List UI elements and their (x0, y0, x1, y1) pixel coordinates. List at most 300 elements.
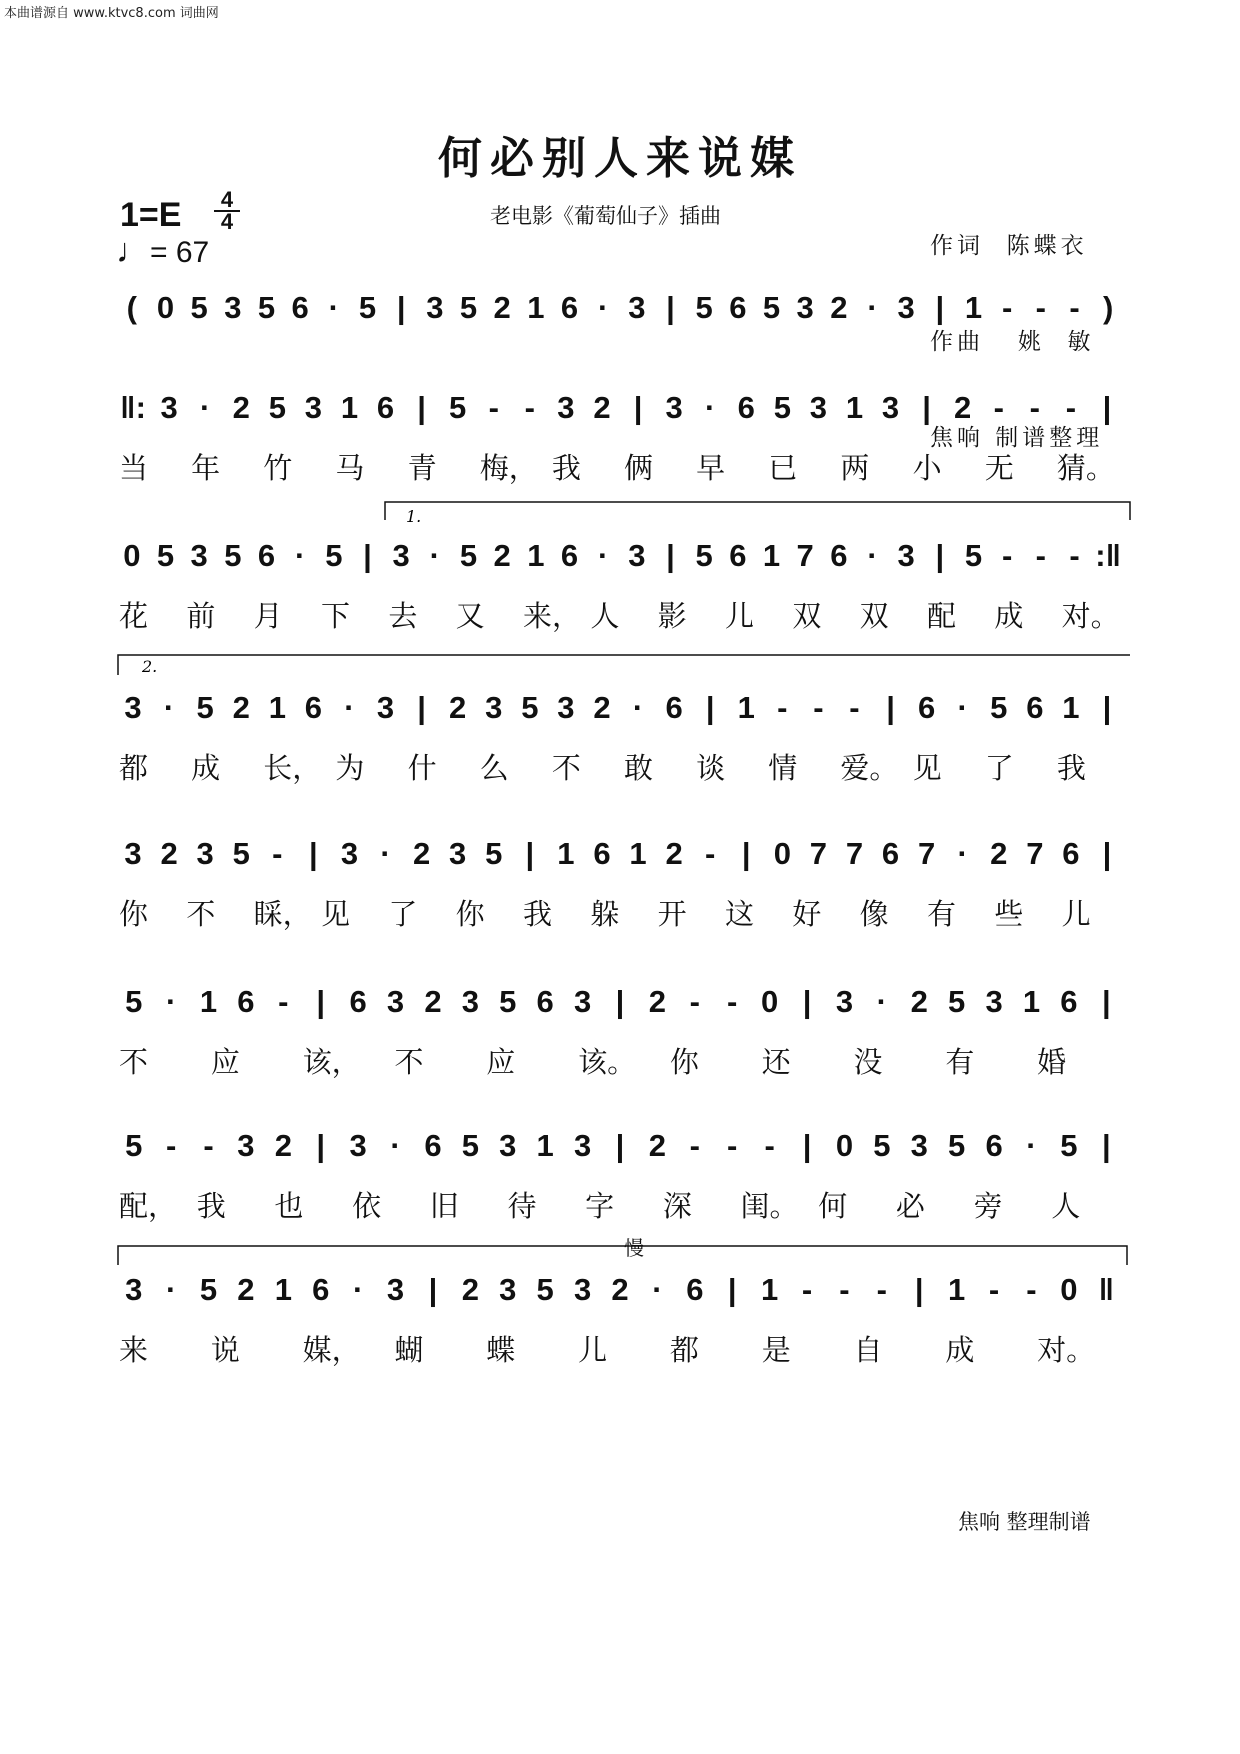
lyric-word: 说 (210, 1333, 240, 1367)
volta-2-label: 2. (142, 657, 158, 676)
note: 5 (190, 290, 208, 325)
composer-credit: 作曲 姚 敏 (930, 329, 1095, 355)
note: 5 (125, 1128, 143, 1163)
note: 3 (124, 690, 142, 725)
note: 7 (809, 836, 828, 871)
lyric-word: 双 (859, 599, 889, 633)
lyric-word: 梅， (479, 451, 538, 485)
lyric-word: 来， (523, 599, 582, 633)
note: 5 (695, 290, 713, 325)
note: - (813, 690, 824, 725)
lyric-word: 有 (927, 897, 957, 931)
lyric-word: 儿 (578, 1333, 608, 1367)
time-signature-bottom: 4 (220, 209, 234, 234)
lyric-word: 待 (507, 1189, 537, 1223)
lyric-word: 爱。 (840, 751, 899, 785)
lyric-word: 有 (945, 1045, 975, 1079)
note: 2 (990, 836, 1008, 871)
note: 1 (948, 1272, 966, 1307)
note: 3 (340, 836, 359, 871)
note: 6 (536, 984, 554, 1019)
lyric-word: 两 (840, 451, 870, 485)
barline: | (309, 836, 318, 871)
note: · (705, 390, 716, 425)
final-bracket (118, 1246, 1127, 1265)
note: 1 (268, 690, 286, 725)
note: 6 (291, 290, 309, 325)
lyric-word: 花 (119, 599, 149, 633)
note: 6 (312, 1272, 330, 1307)
note: 3 (304, 390, 323, 425)
lyric-word: 你 (669, 1045, 699, 1079)
barline: | (705, 690, 715, 725)
note: 6 (237, 984, 255, 1019)
lyric-word: 自 (853, 1333, 883, 1367)
note: - (849, 690, 860, 725)
note: 5 (499, 984, 517, 1019)
lyric-word: 见 (912, 751, 942, 785)
lyrics-line-7 (115, 1184, 1125, 1223)
time-signature (214, 187, 240, 234)
note: - (524, 390, 535, 425)
note: 5 (695, 538, 713, 573)
barline: | (615, 1128, 625, 1163)
lyric-word: 应 (210, 1045, 240, 1079)
lyric-word: 前 (186, 599, 216, 633)
note: 6 (881, 836, 900, 871)
note: - (203, 1128, 214, 1163)
lyric-word: 了 (388, 897, 418, 931)
note: 3 (557, 690, 575, 725)
note: 3 (881, 390, 900, 425)
note: - (1069, 290, 1080, 325)
note: 3 (386, 984, 405, 1019)
note: 3 (160, 390, 178, 425)
note: - (1035, 290, 1046, 325)
note: - (727, 984, 738, 1019)
barline: | (316, 984, 326, 1019)
note: - (272, 836, 283, 871)
lyric-word: 都 (669, 1333, 699, 1367)
note: 2 (160, 836, 178, 871)
note: 5 (196, 690, 214, 725)
note: 3 (897, 290, 915, 325)
barline: | (666, 290, 675, 325)
note: - (1069, 538, 1080, 573)
lyric-word: 谈 (696, 751, 726, 785)
lyric-word: 我 (196, 1189, 226, 1223)
lyric-word: 当 (119, 451, 149, 485)
note: 3 (499, 1128, 517, 1163)
lyric-word: 不 (394, 1045, 424, 1079)
note: 1 (527, 290, 545, 325)
barline: | (802, 1128, 812, 1163)
note: - (689, 1128, 700, 1163)
footer-credit: 焦响 整理制谱 (958, 1510, 1091, 1534)
note: · (957, 836, 968, 871)
lyric-word: 媒， (302, 1333, 361, 1367)
note: - (1001, 538, 1013, 573)
barline: | (727, 1272, 737, 1307)
note: 0 (761, 984, 779, 1019)
note: 5 (990, 690, 1008, 725)
lyric-word: 月 (253, 599, 283, 633)
note: 6 (424, 1128, 442, 1163)
lyric-word: 人 (1051, 1189, 1081, 1223)
barline: | (1101, 1128, 1111, 1163)
note: 6 (560, 538, 579, 573)
tempo-marking (116, 232, 209, 271)
note: 6 (349, 984, 367, 1019)
lyric-word: 不 (119, 1045, 149, 1079)
volta-1-bracket (385, 502, 1130, 520)
volta-2-bracket (118, 655, 1130, 675)
note: 3 (196, 836, 214, 871)
note: 1 (1022, 984, 1041, 1019)
note: - (993, 390, 1004, 425)
note: 2 (830, 290, 848, 325)
note: 2 (461, 1272, 479, 1307)
note: 5 (268, 390, 286, 425)
note: 5 (156, 538, 175, 573)
note: 2 (593, 690, 611, 725)
lyric-word: 我 (551, 451, 581, 485)
note: - (165, 1128, 177, 1163)
note: 1 (1062, 690, 1080, 725)
note: - (488, 390, 499, 425)
lyric-word: 猜。 (1056, 451, 1115, 485)
key-signature: 1=E (120, 196, 182, 234)
lyric-word: 蝴 (394, 1333, 424, 1367)
lyrics-line-2 (115, 446, 1125, 485)
lyric-word: 像 (859, 897, 889, 931)
lyric-word: 你 (455, 897, 485, 931)
lyric-word: 又 (455, 599, 485, 633)
lyric-word: 儿 (1061, 897, 1091, 931)
note: 5 (459, 290, 478, 325)
quarter-note-icon: ♩ (116, 232, 150, 270)
score-line-2 (115, 390, 1125, 430)
note: · (867, 290, 878, 325)
note: · (597, 290, 609, 325)
lyric-word: 小 (912, 451, 942, 485)
note: 2 (910, 984, 928, 1019)
lyric-word: 下 (321, 599, 351, 633)
note: 5 (224, 538, 242, 573)
note: 1 (557, 836, 575, 871)
score-line-6 (115, 984, 1125, 1024)
note: 7 (1026, 836, 1044, 871)
note: 3 (499, 1272, 517, 1307)
note: - (777, 690, 788, 725)
note: - (1035, 538, 1046, 573)
note: 3 (392, 538, 410, 573)
lyric-word: 儿 (725, 599, 755, 633)
note: 3 (835, 984, 854, 1019)
note: 3 (573, 984, 592, 1019)
note: 2 (232, 690, 250, 725)
lyric-word: 字 (585, 1189, 615, 1223)
note: - (689, 984, 700, 1019)
lyric-word: 无 (984, 451, 1014, 485)
note: 3 (461, 984, 479, 1019)
note: 5 (325, 538, 343, 573)
note: · (328, 290, 339, 325)
lyric-word: 俩 (624, 451, 654, 485)
note: 7 (796, 538, 814, 573)
note: 2 (593, 390, 611, 425)
note: 5 (257, 290, 276, 325)
lyrics-line-3 (115, 594, 1125, 633)
note: 6 (737, 390, 755, 425)
note: 3 (449, 836, 467, 871)
note: 2 (493, 290, 511, 325)
lyric-word: 这 (725, 897, 755, 931)
barline: | (935, 538, 945, 573)
note: 2 (611, 1272, 629, 1307)
note: 3 (985, 984, 1003, 1019)
note: 3 (349, 1128, 367, 1163)
note: 1 (536, 1128, 554, 1163)
lyric-word: 影 (657, 599, 687, 633)
lyrics-line-4 (115, 746, 1125, 785)
note: 5 (948, 1128, 966, 1163)
note: 5 (1060, 1128, 1078, 1163)
barline: | (886, 690, 895, 725)
note: 5 (232, 836, 250, 871)
lyric-word: 成 (994, 599, 1024, 633)
note: 1 (527, 538, 545, 573)
note: 0 (773, 836, 791, 871)
note: 5 (762, 290, 781, 325)
lyric-word: 青 (407, 451, 437, 485)
note: 6 (304, 690, 323, 725)
note: 5 (461, 1128, 479, 1163)
note: 2 (665, 836, 683, 871)
barline: | (316, 1128, 326, 1163)
barline: | (525, 836, 535, 871)
lyric-word: 我 (523, 897, 553, 931)
lyric-word: 成 (945, 1333, 975, 1367)
note: 1 (737, 690, 755, 725)
note: 2 (648, 984, 667, 1019)
note: 1 (762, 538, 781, 573)
lyrics-line-6 (115, 1040, 1125, 1079)
note: - (764, 1128, 775, 1163)
lyric-word: 早 (696, 451, 726, 485)
note: · (652, 1272, 663, 1307)
note: 2 (954, 390, 972, 425)
note: · (200, 390, 211, 425)
lyric-word: 你 (119, 897, 149, 931)
lyric-word: 对。 (1061, 599, 1120, 633)
barline: | (633, 390, 643, 425)
note: · (380, 836, 391, 871)
lyric-word: 躲 (590, 897, 620, 931)
arranger-credit: 焦响 制谱整理 (930, 425, 1104, 451)
note: - (705, 836, 716, 871)
note: 3 (125, 1272, 143, 1307)
note: 5 (948, 984, 966, 1019)
page-title: 何必别人来说媒 (438, 133, 802, 184)
note: 2 (237, 1272, 255, 1307)
note: · (632, 690, 644, 725)
note: 5 (199, 1272, 218, 1307)
lyric-word: 好 (792, 897, 822, 931)
note: 2 (424, 984, 442, 1019)
note: - (1029, 390, 1040, 425)
subtitle: 老电影《葡萄仙子》插曲 (490, 204, 721, 228)
lyric-word: 何 (818, 1189, 848, 1223)
tempo-mark-slow: 慢 (624, 1236, 644, 1260)
note: 5 (773, 390, 791, 425)
tempo-value: = 67 (150, 236, 210, 269)
note: - (839, 1272, 850, 1307)
lyric-word: 婚 (1037, 1045, 1067, 1079)
note: 5 (449, 390, 467, 425)
note: · (1026, 1128, 1037, 1163)
note: 5 (485, 836, 503, 871)
lyric-word: 情 (768, 751, 798, 785)
barline: | (802, 984, 812, 1019)
note: 1 (199, 984, 218, 1019)
barline: | (914, 1272, 924, 1307)
lyric-word: 些 (994, 897, 1024, 931)
lyric-word: 我 (1056, 751, 1086, 785)
note: · (294, 538, 306, 573)
lyric-word: 应 (486, 1045, 516, 1079)
note: - (1026, 1272, 1037, 1307)
barline: | (615, 984, 625, 1019)
note: - (876, 1272, 887, 1307)
note: 6 (1026, 690, 1044, 725)
note: · (597, 538, 609, 573)
barline: ‖ (1098, 1272, 1114, 1307)
note: 6 (593, 836, 611, 871)
note: · (163, 690, 175, 725)
lyric-word: 都 (119, 751, 149, 785)
lyrics-line-8 (115, 1328, 1125, 1367)
time-signature-top: 4 (214, 190, 240, 212)
note: ( (126, 290, 137, 325)
note: 3 (910, 1128, 928, 1163)
lyric-word: 不 (551, 751, 581, 785)
note: 5 (536, 1272, 554, 1307)
lyric-word: 旧 (429, 1189, 459, 1223)
note: 6 (257, 538, 276, 573)
score-line-7 (115, 1128, 1125, 1168)
barline: | (363, 538, 372, 573)
note: 2 (412, 836, 431, 871)
note: 2 (493, 538, 511, 573)
lyric-word: 长， (263, 751, 322, 785)
note: · (867, 538, 878, 573)
note: · (344, 690, 355, 725)
barline: | (1102, 690, 1112, 725)
note: 3 (237, 1128, 255, 1163)
note: 6 (560, 290, 579, 325)
note: 6 (1062, 836, 1080, 871)
note: 3 (557, 390, 575, 425)
lyric-word: 旁 (973, 1189, 1003, 1223)
lyric-word: 么 (479, 751, 509, 785)
note: 6 (830, 538, 848, 573)
note: 2 (274, 1128, 292, 1163)
barline: | (1102, 836, 1112, 871)
lyric-word: 该。 (578, 1045, 637, 1079)
note: 3 (485, 690, 503, 725)
note: · (165, 984, 177, 1019)
barline: | (935, 290, 945, 325)
lyricist-credit: 作词 陈蝶衣 (930, 233, 1088, 259)
note: 3 (376, 690, 395, 725)
note: 6 (985, 1128, 1003, 1163)
barline: | (666, 538, 675, 573)
note: · (165, 1272, 177, 1307)
barline: | (417, 390, 426, 425)
note: 3 (224, 290, 242, 325)
lyric-word: 不 (186, 897, 216, 931)
lyric-word: 竹 (263, 451, 293, 485)
lyric-word: 闺。 (740, 1189, 799, 1223)
note: 2 (449, 690, 467, 725)
note: 2 (232, 390, 250, 425)
note: 0 (1060, 1272, 1078, 1307)
note: 6 (729, 538, 747, 573)
note: 3 (796, 290, 814, 325)
barline: | (1102, 390, 1112, 425)
lyric-word: 依 (352, 1189, 382, 1223)
lyric-word: 来 (119, 1333, 149, 1367)
note: 5 (873, 1128, 891, 1163)
watermark: 本曲谱源自 www.ktvc8.com 词曲网 (4, 6, 219, 21)
note: 1 (629, 836, 647, 871)
note: 5 (521, 690, 539, 725)
lyric-word: 为 (335, 751, 365, 785)
note: 1 (274, 1272, 292, 1307)
lyric-word: 已 (768, 451, 798, 485)
score-line-4 (115, 690, 1125, 730)
note: 5 (125, 984, 143, 1019)
note: · (390, 1128, 401, 1163)
note: 1 (340, 390, 359, 425)
note: - (988, 1272, 1000, 1307)
note: - (727, 1128, 738, 1163)
note: 3 (809, 390, 828, 425)
note: · (957, 690, 968, 725)
note: - (278, 984, 289, 1019)
note: 3 (426, 290, 444, 325)
note: 6 (686, 1272, 704, 1307)
note: 0 (835, 1128, 854, 1163)
note: · (429, 538, 440, 573)
note: 3 (386, 1272, 405, 1307)
barline: | (741, 836, 751, 871)
lyric-word: 年 (191, 451, 221, 485)
note: 3 (628, 538, 646, 573)
lyrics-line-5 (115, 892, 1125, 931)
note: - (1065, 390, 1077, 425)
lyric-word: 见 (321, 897, 351, 931)
lyric-word: 什 (407, 751, 437, 785)
note: 3 (573, 1128, 592, 1163)
score-line-8 (115, 1272, 1125, 1312)
lyric-word: 该， (302, 1045, 361, 1079)
note: 6 (917, 690, 936, 725)
note: ) (1102, 290, 1114, 325)
note: 7 (845, 836, 864, 871)
lyric-word: 敢 (624, 751, 654, 785)
